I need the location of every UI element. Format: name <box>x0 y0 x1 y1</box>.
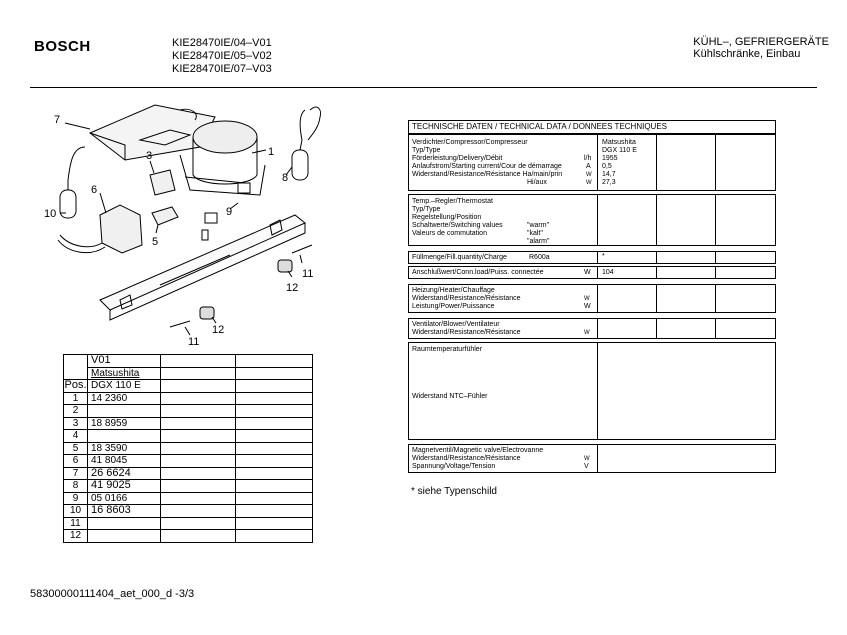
unit-w: W <box>584 303 591 310</box>
table-row <box>64 355 313 368</box>
header-rule <box>30 87 817 88</box>
part-number-cell: 05 0166 <box>88 492 161 505</box>
table-row <box>64 442 313 455</box>
table-row <box>64 380 313 393</box>
table-row <box>64 505 313 518</box>
relay-part <box>58 205 142 253</box>
table-row <box>64 530 313 543</box>
fill-quantity-value: * <box>602 253 605 260</box>
table-row <box>64 467 313 480</box>
starting-current-label: Anlaufstrom/Starting current/Cour de démarrage <box>412 163 562 170</box>
switching-values-label: Schaltwerte/Switching values <box>412 222 503 229</box>
resistance-aux-value: 27,3 <box>602 179 616 186</box>
resistance-label: Widerstand/Resistance/Résistance <box>412 295 521 302</box>
thermostat-part <box>150 170 178 225</box>
table-row <box>64 405 313 418</box>
document-id: 58300000111404_aet_000_d -3/3 <box>30 588 195 600</box>
fill-quantity-label: Füllmenge/Fill.quantity/Charge <box>412 254 507 261</box>
capacitor-part <box>292 107 321 180</box>
model-number-1: KIE28470IE/04–V01 <box>172 37 272 49</box>
pos-cell: 11 <box>64 517 88 530</box>
delivery-value: 1955 <box>602 155 618 162</box>
table-row <box>64 455 313 468</box>
valve-block <box>408 444 776 473</box>
unit-w: W <box>584 456 590 462</box>
part-number-cell: 26 6624 <box>88 467 161 480</box>
resistance-label: Widerstand/Resistance/Résistance <box>412 455 521 462</box>
product-category <box>693 36 829 60</box>
type-label: Typ/Type <box>412 206 441 213</box>
part-number-cell: 41 9025 <box>88 480 161 493</box>
callout-5: 5 <box>152 236 159 248</box>
callout-9: 9 <box>226 206 233 218</box>
resistance-main-label: Widerstand/Resistance/Résistance Ha/main/prin <box>412 171 563 178</box>
pos-cell: 1 <box>64 392 88 405</box>
resistance-main-value: 14,7 <box>602 171 616 178</box>
load-row <box>408 266 776 279</box>
type-label: Typ/Type <box>412 147 441 154</box>
callout-12-lower: 12 <box>212 324 225 336</box>
bushing-part <box>200 260 292 319</box>
model-number-2: KIE28470IE/05–V02 <box>172 50 272 62</box>
fan-block <box>408 318 776 339</box>
callout-11-lower: 11 <box>188 336 200 348</box>
compressor-value: Matsushita <box>602 139 636 146</box>
tech-title-box <box>408 120 776 134</box>
connected-load-label: Anschlußwert/Conn.load/Puiss. connectée <box>412 269 544 276</box>
pos-cell: 12 <box>64 530 88 543</box>
pos-cell: 2 <box>64 405 88 418</box>
pos-cell: 6 <box>64 455 88 468</box>
callout-7: 7 <box>54 114 61 126</box>
compressor-type-label: DGX 110 E <box>88 380 161 393</box>
heating-block <box>408 284 776 313</box>
table-row <box>64 492 313 505</box>
compressor-label: Verdichter/Compressor/Compresseur <box>412 139 528 146</box>
resistance-aux-label: Hi/aux <box>527 179 547 186</box>
part-number-cell: 14 2360 <box>88 392 161 405</box>
refrigerant-label: R600a <box>529 254 550 261</box>
voltage-label: Spannung/Voltage/Tension <box>412 463 496 470</box>
unit-a: A <box>586 163 591 170</box>
parts-table <box>63 354 313 543</box>
starting-current-value: 0,5 <box>602 163 612 170</box>
part-number-cell <box>88 430 161 443</box>
delivery-label: Förderleistung/Delivery/Débit <box>412 155 503 162</box>
callout-8: 8 <box>282 172 289 184</box>
part-number-cell: 41 8045 <box>88 455 161 468</box>
pos-cell: 5 <box>64 442 88 455</box>
kalt-label: "kalt" <box>527 230 543 237</box>
pos-cell: 9 <box>64 492 88 505</box>
commutation-label: Valeurs de commutation <box>412 230 487 237</box>
heater-label: Heizung/Heater/Chauffage <box>412 287 495 294</box>
pos-header: Pos. <box>64 379 87 391</box>
category-line-1: KÜHL–, GEFRIERGERÄTE <box>693 36 829 48</box>
variant-label: V01 <box>88 355 161 368</box>
table-row <box>64 480 313 493</box>
connected-load-value: 104 <box>602 269 614 276</box>
table-row <box>64 392 313 405</box>
callout-1: 1 <box>268 146 275 158</box>
category-line-2: Kühlschränke, Einbau <box>693 48 801 60</box>
pos-cell: 10 <box>64 505 88 518</box>
charge-row <box>408 251 776 264</box>
pos-cell: 7 <box>64 467 88 480</box>
callout-6: 6 <box>91 184 98 196</box>
unit-w: W <box>584 330 590 336</box>
fan-label: Ventilator/Blower/Ventilateur <box>412 321 500 328</box>
part-number-cell <box>88 530 161 543</box>
callout-3: 3 <box>146 150 153 162</box>
thermostat-label: Temp.–Regler/Thermostat <box>412 198 493 205</box>
table-row <box>64 417 313 430</box>
part-number-cell: 18 8959 <box>88 417 161 430</box>
compressor-block <box>408 134 776 191</box>
thermostat-block <box>408 194 776 246</box>
type-value: DGX 110 E <box>602 147 637 154</box>
pos-cell: 3 <box>64 417 88 430</box>
callout-10: 10 <box>44 208 57 220</box>
warm-label: "warm" <box>527 222 550 229</box>
unit-w: W <box>586 180 592 186</box>
brand-logo: BOSCH <box>34 38 91 55</box>
manufacturer-label: Matsushita <box>88 367 161 380</box>
pos-cell: 4 <box>64 430 88 443</box>
unit-w: W <box>586 172 592 178</box>
unit-w: W <box>584 269 591 276</box>
table-row <box>64 367 313 380</box>
tech-title: TECHNISCHE DATEN / TECHNICAL DATA / DONNEES TECHNIQUES <box>412 122 667 131</box>
type-plate-note: * siehe Typenschild <box>411 486 497 497</box>
part-number-cell: 16 8603 <box>88 505 161 518</box>
exploded-parts-diagram <box>30 95 350 350</box>
magnetic-valve-label: Magnetventil/Magnetic valve/Electrovanne <box>412 447 544 454</box>
position-label: Regelstellung/Position <box>412 214 482 221</box>
table-row <box>64 430 313 443</box>
part-number-cell <box>88 517 161 530</box>
unit-lh: l/h <box>584 155 592 162</box>
capacitor-left-part <box>60 147 85 218</box>
table-row <box>64 517 313 530</box>
unit-w: W <box>584 296 590 302</box>
callout-11-upper: 11 <box>302 268 314 280</box>
callout-12-upper: 12 <box>286 282 299 294</box>
resistance-label: Widerstand/Resistance/Résistance <box>412 329 521 336</box>
pos-cell: 8 <box>64 480 88 493</box>
room-sensor-label: Raumtemperaturfühler <box>412 346 483 353</box>
power-label: Leistung/Power/Puissance <box>412 303 495 310</box>
ntc-resistance-label: Widerstand NTC–Fühler <box>412 393 488 400</box>
part-number-cell <box>88 405 161 418</box>
alarm-label: "alarm" <box>527 238 550 245</box>
part-number-cell: 18 3590 <box>88 442 161 455</box>
unit-v: V <box>584 463 589 470</box>
sensor-block <box>408 342 776 440</box>
model-number-3: KIE28470IE/07–V03 <box>172 63 272 75</box>
